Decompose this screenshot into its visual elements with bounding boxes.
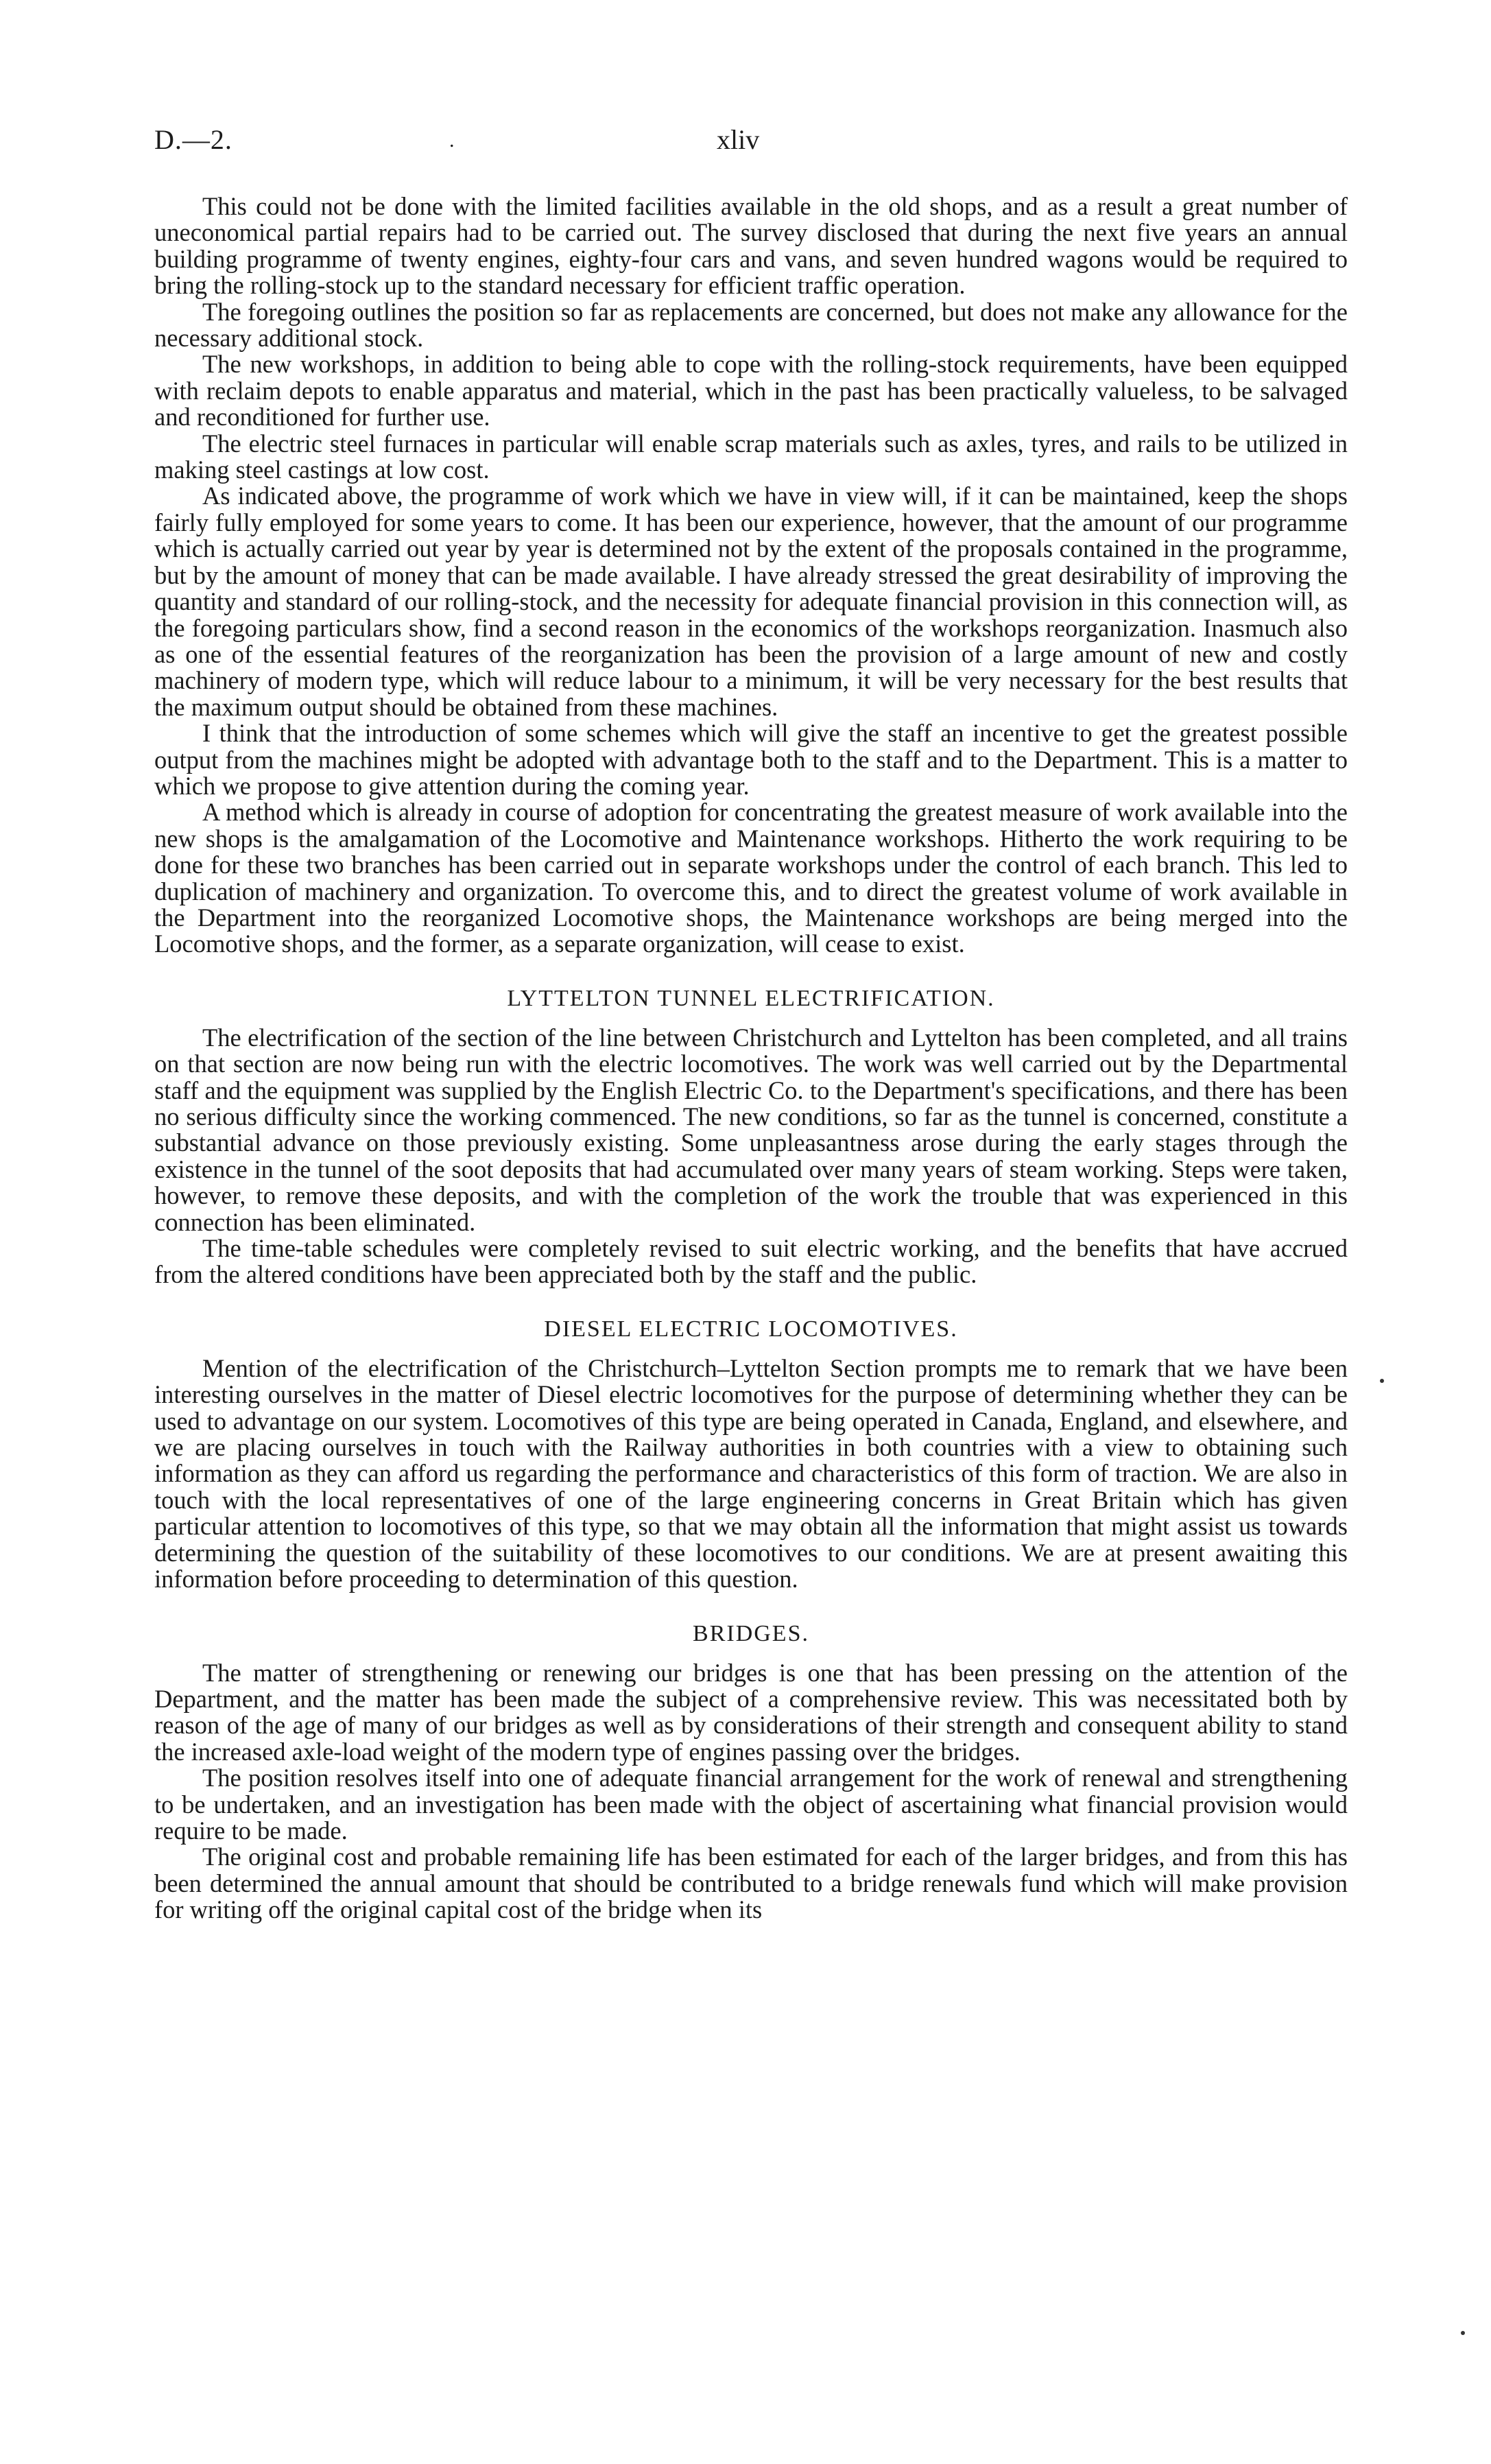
section-heading-lyttelton: LYTTELTON TUNNEL ELECTRIFICATION. — [507, 985, 995, 1011]
margin-speck — [1380, 1379, 1384, 1383]
body-text — [154, 193, 1348, 1923]
paragraph: I think that the introduction of some schemes which will give the staff an incentive to get the greatest possible output from the machines might be adopted with advantage both to the staff and to the Department. This is a matter to which we propose to give attention during the coming year. — [154, 719, 1348, 800]
paragraph: The new workshops, in addition to being able to cope with the rolling-stock requirements, have been equipped with reclaim depots to enable apparatus and material, which in the past has been practically valueless, to be salvaged and reconditioned for further use. — [154, 350, 1348, 431]
section-heading-diesel: DIESEL ELECTRIC LOCOMOTIVES. — [544, 1316, 958, 1342]
paragraph: The position resolves itself into one of adequate financial arrangement for the work of renewal and strengthening to be undertaken, and an investigation has been made with the object of ascertaining what financial provision would require to be made. — [154, 1764, 1348, 1845]
paragraph: The foregoing outlines the position so far as replacements are concerned, but does not make any allowance for the necessary additional stock. — [154, 297, 1348, 353]
page-header — [154, 123, 1348, 165]
page-number: xliv — [717, 124, 760, 155]
paragraph: As indicated above, the programme of work which we have in view will, if it can be maintained, keep the shops fairly fully employed for some years to come. It has been our experience, however, that the amount of our programme which is actually carried out year by year is determined not by the extent of the proposals contained in the programme, but by the amount of money that can be made available. I have already stressed the great desirability of improving the quantity and standard of our rolling-stock, and the necessity for adequate financial provision in this connection will, as the foregoing particulars show, find a second reason in the economics of the workshops reorganization. Inasmuch also as one of the essential features of the reorganization has been the provision of a large amount of new and costly machinery of modern type, which will reduce labour to a minimum, it will be very necessary for the best results that the maximum output should be obtained from these machines. — [154, 482, 1348, 721]
paragraph: This could not be done with the limited facilities available in the old shops, and as a result a great number of uneconomical partial repairs had to be carried out. The survey disclosed that during the next five years an annual building programme of twenty engines, eighty-four cars and vans, and seven hundred wagons would be required to bring the rolling-stock up to the standard necessary for efficient traffic operation. — [154, 192, 1348, 300]
document-reference: D.—2. — [154, 124, 232, 155]
section-heading-bridges: BRIDGES. — [693, 1620, 809, 1646]
paragraph: The time-table schedules were completely revised to suit electric working, and the benefits that have accrued from the altered conditions have been appreciated both by the staff and the public. — [154, 1234, 1348, 1289]
paragraph: Mention of the electrification of the Christchurch–Lyttelton Section prompts me to remark that we have been interesting ourselves in the matter of Diesel electric locomotives for the purpose of determining whether they can be used to advantage on our system. Locomotives of this type are being operated in Canada, England, and elsewhere, and we are placing ourselves in touch with the Railway authorities in both countries with a view to obtaining such information as they can afford us regarding the performance and characteristics of this form of traction. We are also in touch with the local representatives of one of the large engineering concerns in Great Britain which has given particular attention to locomotives of this type, so that we may obtain all the information that might assist us towards determining the question of the suitability of these locomotives to our conditions. We are at present awaiting this information before proceeding to determination of this question. — [154, 1353, 1348, 1594]
paragraph: The original cost and probable remaining life has been estimated for each of the larger bridges, and from this has been determined the annual amount that should be contributed to a bridge renewals fund which will make provision for writing off the original capital cost of the bridge when its — [154, 1843, 1348, 1924]
paragraph: A method which is already in course of adoption for concentrating the greatest measure of work available into the new shops is the amalgamation of the Locomotive and Maintenance workshops. Hitherto the work requiring to be done for these two branches has been carried out in separate workshops under the control of each branch. This led to duplication of machinery and organization. To overcome this, and to direct the greatest volume of work available in the Department into the reorganized Locomotive shops, the Maintenance workshops are being merged into the Locomotive shops, and the former, as a separate organization, will cease to exist. — [154, 798, 1348, 958]
header-dot: . — [449, 129, 455, 152]
paragraph: The matter of strengthening or renewing our bridges is one that has been pressing on the attention of the Department, and the matter has been made the subject of a comprehensive review. This was necessitated both by reason of the age of many of our bridges as well as by considerations of their strength and consequent ability to stand the increased axle-load weight of the modern type of engines passing over the bridges. — [154, 1658, 1348, 1766]
paragraph: The electrification of the section of the line between Christchurch and Lyttelton has been completed, and all trains on that section are now being run with the electric locomotives. The work was well carried out by the Departmental staff and the equipment was supplied by the English Electric Co. to the Department's specifications, and there has been no serious difficulty since the working commenced. The new conditions, so far as the tunnel is concerned, constitute a substantial advance on those previously existing. Some unpleasantness arose during the early stages through the existence in the tunnel of the soot deposits that had accumulated over many years of steam working. Steps were taken, however, to remove these deposits, and with the completion of the work the trouble that was experienced in this connection has been eliminated. — [154, 1023, 1348, 1236]
paragraph: The electric steel furnaces in particular will enable scrap materials such as axles, tyres, and rails to be utilized in making steel castings at low cost. — [154, 429, 1348, 484]
margin-speck — [1461, 2331, 1465, 2335]
